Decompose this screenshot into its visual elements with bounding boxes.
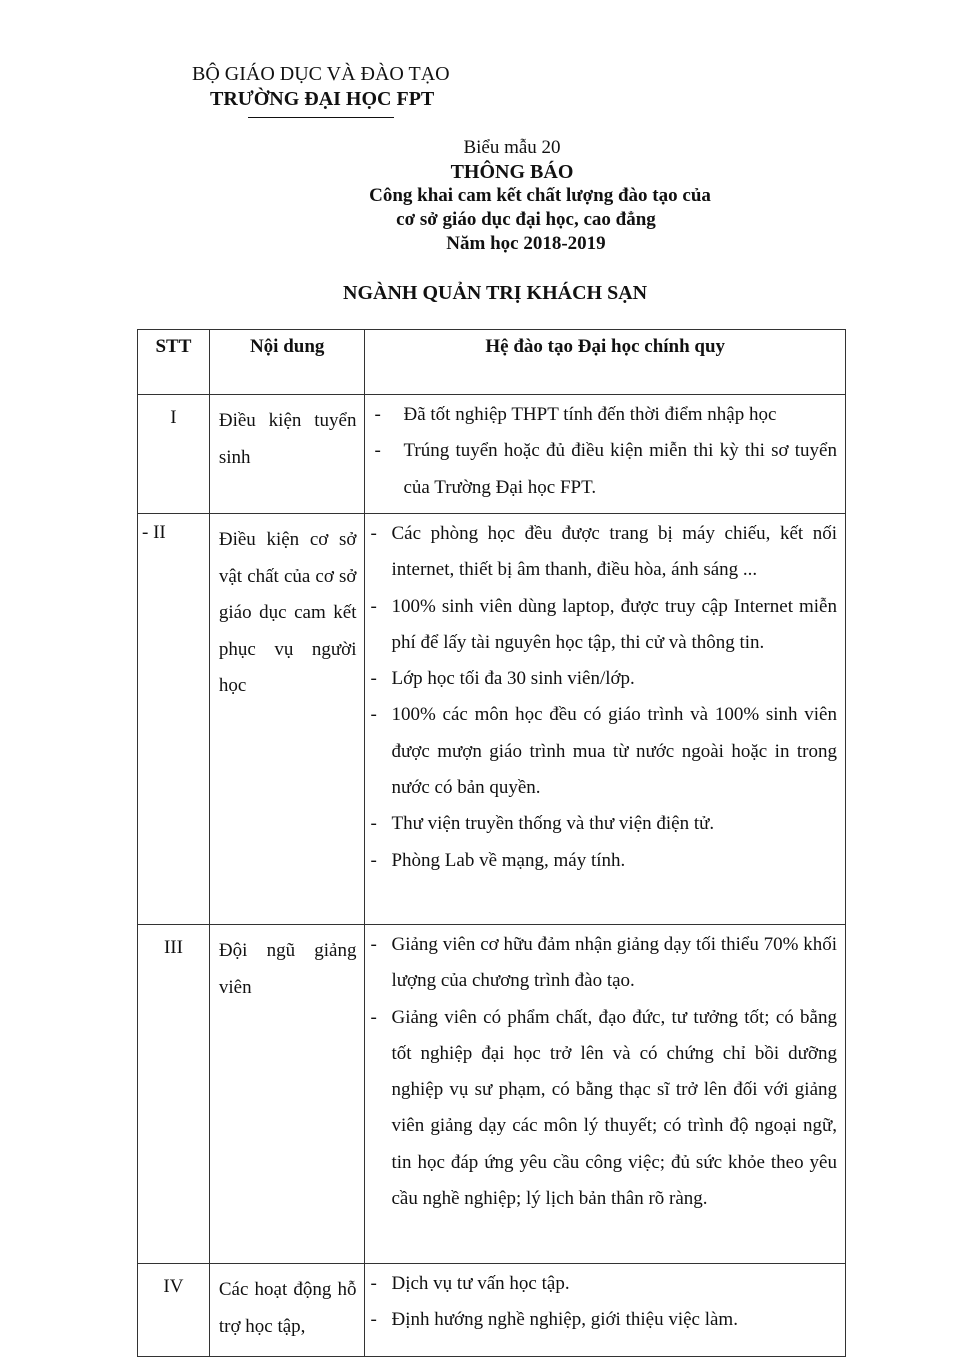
header-content: Nội dung	[209, 330, 365, 395]
row-content: Điều kiện cơ sở vật chất của cơ sở giáo dục cam kết phục vụ người học	[209, 514, 365, 925]
commitment-table	[137, 329, 846, 1357]
row-items	[365, 1264, 846, 1357]
row-items	[365, 514, 846, 925]
row-stt: IV	[138, 1264, 210, 1357]
row-stt: III	[138, 925, 210, 1264]
header-underline	[248, 117, 394, 118]
notice-title: THÔNG BÁO	[450, 161, 574, 183]
table-row	[138, 925, 846, 1264]
list-item: - Giảng viên có phẩm chất, đạo đức, tư tưởng tốt; có bằng tốt nghiệp đại học trở lên và có chứng chỉ bồi dưỡng nghiệp vụ sư phạm, có bằng thạc sĩ trở lên đối với giảng viên giảng dạy các môn lý thuyết; có trình độ ngoại ngữ, tin học đáp ứng yêu cầu công việc; đủ sức khỏe theo yêu cầu nghề nghiệp; lý lịch bản thân rõ ràng.	[365, 1000, 837, 1218]
table-row	[138, 1264, 846, 1357]
row-content: Các hoạt động hỗ trợ học tập,	[209, 1264, 365, 1357]
notice-subtitle-line1: Công khai cam kết chất lượng đào tạo của	[369, 185, 711, 206]
list-item: - Phòng Lab về mạng, máy tính.	[365, 843, 837, 879]
row-stt: - II	[138, 514, 210, 925]
list-item: - Các phòng học đều được trang bị máy chiếu, kết nối internet, thiết bị âm thanh, điều hòa, ánh sáng ...	[365, 516, 837, 589]
list-item: - 100% sinh viên dùng laptop, được truy cập Internet miễn phí để lấy tài nguyên học tập, thi cử và thông tin.	[365, 589, 837, 662]
row-content: Đội ngũ giảng viên	[209, 925, 365, 1264]
header-program: Hệ đào tạo Đại học chính quy	[365, 330, 846, 395]
academic-year: Năm học 2018-2019	[446, 233, 606, 254]
school-name: TRƯỜNG ĐẠI HỌC FPT	[210, 88, 435, 110]
row-items	[365, 395, 846, 514]
header-stt: STT	[138, 330, 210, 395]
row-stt: I	[138, 395, 210, 514]
notice-subtitle-line2: cơ sở giáo dục đại học, cao đẳng	[396, 209, 656, 230]
list-item: - 100% các môn học đều có giáo trình và 100% sinh viên được mượn giáo trình mua từ nước ngoài hoặc in trong nước có bản quyền.	[365, 697, 837, 806]
table-header-row	[138, 330, 846, 395]
table-row	[138, 395, 846, 514]
table-row	[138, 514, 846, 925]
list-item: - Giảng viên cơ hữu đảm nhận giảng dạy tối thiểu 70% khối lượng của chương trình đào tạo.	[365, 927, 837, 1000]
list-item: - Lớp học tối đa 30 sinh viên/lớp.	[365, 661, 837, 697]
row-items	[365, 925, 846, 1264]
row-content: Điều kiện tuyển sinh	[209, 395, 365, 514]
major-title: NGÀNH QUẢN TRỊ KHÁCH SẠN	[343, 282, 648, 304]
list-item: - Thư viện truyền thống và thư viện điện tử.	[365, 806, 837, 842]
list-item: - Định hướng nghề nghiệp, giới thiệu việc làm.	[365, 1302, 837, 1338]
list-item: - Trúng tuyển hoặc đủ điều kiện miễn thi kỳ thi sơ tuyển của Trường Đại học FPT.	[365, 433, 837, 506]
form-number: Biểu mẫu 20	[463, 137, 561, 158]
ministry-name: BỘ GIÁO DỤC VÀ ĐÀO TẠO	[192, 63, 450, 85]
list-item: - Đã tốt nghiệp THPT tính đến thời điểm nhập học	[365, 397, 837, 433]
list-item: - Dịch vụ tư vấn học tập.	[365, 1266, 837, 1302]
